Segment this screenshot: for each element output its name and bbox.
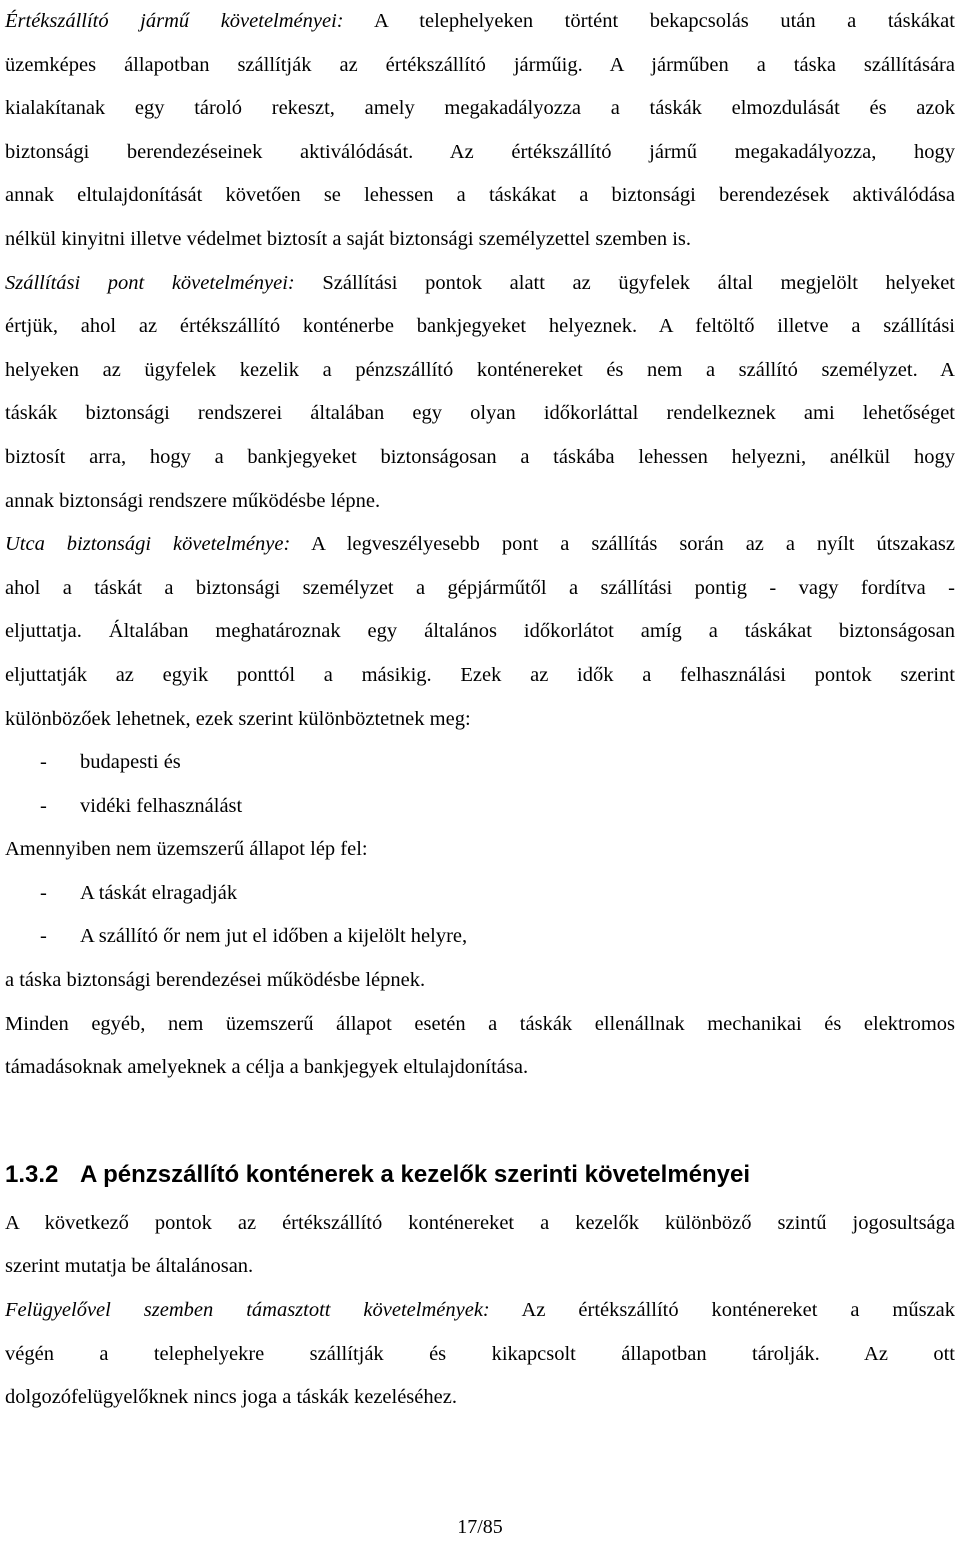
text-line: értjük, ahol az értékszállító konténerbe bankjegyeket helyeznek. A feltöltő illetve a szállítási [5,315,955,338]
text-line [5,262,955,306]
text-line: különbözőek lehetnek, ezek szerint különböztetnek meg: [5,707,471,730]
section-label: Szállítási pont követelményei: [5,271,295,294]
section-heading [5,1154,955,1196]
text-line: kialakítanak egy tároló rekeszt, amely megakadályozza a táskák elmozdulását és azok [5,97,955,120]
text-span: A telephelyeken történt bekapcsolás után a táskákat [343,10,955,32]
text-line: eljuttatják az egyik ponttól a másikig. Ezek az idők a felhasználási pontok szerint [5,663,955,686]
text-span: A legveszélyesebb pont a szállítás során az a nyílt útszakasz [290,533,955,556]
text-line [5,1289,955,1333]
paragraph-street-security-requirement [5,523,955,741]
section-label: Utca biztonsági követelménye: [5,533,291,556]
text-line: a táska biztonsági berendezései működésbe lépnek. [5,969,426,992]
section-label: Értékszállító jármű követelményei: [5,10,344,32]
text-line: szerint mutatja be általánosan. [5,1255,254,1278]
page-number: 17/85 [457,1516,503,1538]
section-number: 1.3.2 [5,1160,59,1188]
text-span: Az értékszállító konténereket a műszak [489,1299,955,1322]
list-dash: - [40,881,47,904]
paragraph-vehicle-requirements [5,0,955,262]
text-line: végén a telephelyekre szállítják és kikapcsolt állapotban tárolják. Az ott [5,1342,955,1365]
paragraph-other-states [5,1003,955,1090]
text-line: nélkül kinyitni illetve védelmet biztosít a saját biztonsági személyzettel szemben is. [5,227,691,250]
text-line: üzemképes állapotban szállítják az értékszállító járműig. A járműben a táska szállítására [5,53,955,76]
list-item [5,872,955,916]
section-label: Felügyelővel szemben támasztott követelmények: [5,1299,490,1322]
spacer [5,1090,955,1154]
text-line: táskák biztonsági rendszerei általában egy olyan időkorláttal rendelkeznek ami lehetőséget [5,402,955,425]
list-item-text: vidéki felhasználást [80,794,243,817]
list-item [5,785,955,829]
text-line: eljuttatja. Általában meghatároznak egy általános időkorlátot amíg a táskákat biztonságosan [5,620,955,643]
text-line: helyeken az ügyfelek kezelik a pénzszállító konténereket és nem a szállító személyzet. A [5,358,955,381]
list-item-text: budapesti és [80,751,181,774]
list-dash: - [40,751,47,774]
text-line [5,0,955,44]
abnormal-state-list [5,872,955,959]
text-line: ahol a táskát a biztonsági személyzet a gépjárműtől a szállítási pontig - vagy fordítva - [5,576,955,599]
list-item [5,915,955,959]
text-line: Minden egyéb, nem üzemszerű állapot esetén a táskák ellenállnak mechanikai és elektromos [5,1012,955,1035]
text-line: dolgozófelügyelőknek nincs joga a táskák kezeléséhez. [5,1386,457,1409]
usage-list [5,741,955,828]
text-line: annak eltulajdonítását követően se lehessen a táskákat a biztonsági berendezések aktiválódása [5,184,955,207]
text-line: biztosít arra, hogy a bankjegyeket biztonságosan a táskába lehessen helyezni, anélkül hogy [5,445,955,468]
text-line: biztonsági berendezéseinek aktiválódását. Az értékszállító jármű megakadályozza, hogy [5,140,955,163]
list-dash: - [40,794,47,817]
list-item-text: A szállító őr nem jut el időben a kijelölt helyre, [80,925,468,948]
section-title: A pénzszállító konténerek a kezelők szerinti követelményei [80,1160,751,1188]
text-line [5,523,955,567]
text-line: Amennyiben nem üzemszerű állapot lép fel: [5,838,368,861]
paragraph-supervisor-requirements [5,1289,955,1420]
paragraph-intro [5,1202,955,1289]
text-line: annak biztonsági rendszere működésbe lépne. [5,489,381,512]
text-span: Szállítási pontok alatt az ügyfelek által megjelölt helyeket [294,271,955,294]
list-dash: - [40,925,47,948]
text-line: A következő pontok az értékszállító konténereket a kezelők különböző szintű jogosultsága [5,1211,955,1234]
document-page [5,0,955,1420]
text-line: támadásoknak amelyeknek a célja a bankjegyek eltulajdonítása. [5,1056,529,1079]
list-item [5,741,955,785]
list-item-text: A táskát elragadják [80,881,238,904]
paragraph-delivery-point-requirements [5,262,955,524]
